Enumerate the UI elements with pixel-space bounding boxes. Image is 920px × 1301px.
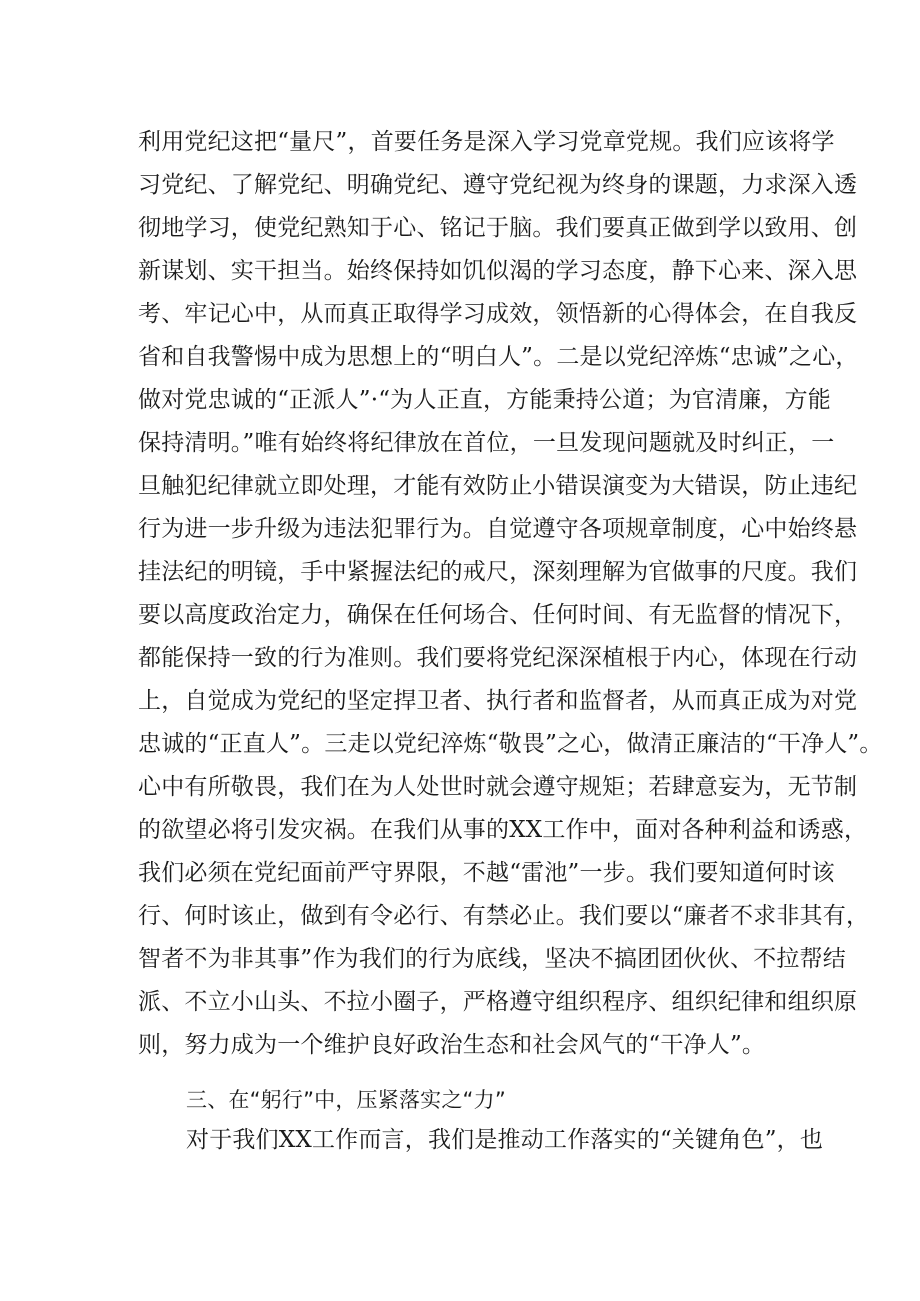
body-line: 要以高度政治定力，确保在任何场合、任何时间、有无监督的情况下，	[138, 602, 858, 628]
body-line: 保持清明。”唯有始终将纪律放在首位，一旦发现问题就及时纠正，一	[138, 430, 835, 456]
section-heading: 三、在“躬行”中，压紧落实之“力”	[186, 1088, 506, 1112]
body-line: 挂法纪的明镜，手中紧握法纪的戒尺，深刻理解为官做事的尺度。我们	[138, 559, 858, 585]
body-line: 派、不立小山头、不拉小圈子，严格遵守组织程序、组织纪律和组织原	[138, 989, 858, 1015]
body-line: 利用党纪这把“量尺”，首要任务是深入学习党章党规。我们应该将学	[138, 129, 835, 155]
body-line: 智者不为非其事”作为我们的行为底线，坚决不搞团团伙伙、不拉帮结	[138, 946, 846, 972]
body-line: 省和自我警惕中成为思想上的“明白人”。二是以党纪淬炼“忠诚”之心，	[138, 344, 859, 370]
body-line: 行为进一步升级为违法犯罪行为。自觉遵守各项规章制度，心中始终悬	[138, 516, 858, 542]
body-line: 都能保持一致的行为准则。我们要将党纪深深植根于内心，体现在行动	[138, 645, 858, 671]
body-line: 行、何时该止，做到有令必行、有禁必止。我们要以“廉者不求非其有，	[138, 903, 870, 929]
body-line: 习党纪、了解党纪、明确党纪、遵守党纪视为终身的课题，力求深入透	[138, 172, 858, 198]
body-line: 彻地学习，使党纪熟知于心、铭记于脑。我们要真正做到学以致用、创	[138, 215, 858, 241]
body-line: 忠诚的“正直人”。三走以党纪淬炼“敬畏”之心，做清正廉洁的“干净人”。	[138, 731, 883, 757]
body-line: 上，自觉成为党纪的坚定捍卫者、执行者和监督者，从而真正成为对党	[138, 688, 858, 714]
body-line: 则，努力成为一个维护良好政治生态和社会风气的“干净人”。	[138, 1032, 766, 1058]
body-line: 做对党忠诚的“正派人”·“为人正直，方能秉持公道；为官清廉，方能	[138, 387, 831, 413]
paragraph-first-line: 对于我们XX工作而言，我们是推动工作落实的“关键角色”，也	[186, 1127, 824, 1153]
body-line: 的欲望必将引发灾祸。在我们从事的XX工作中，面对各种利益和诱惑，	[138, 817, 868, 843]
body-line: 我们必须在党纪面前严守界限，不越“雷池”一步。我们要知道何时该	[138, 860, 835, 886]
body-line: 考、牢记心中，从而真正取得学习成效，领悟新的心得体会，在自我反	[138, 301, 858, 327]
body-line: 心中有所敬畏，我们在为人处世时就会遵守规矩；若肆意妄为，无节制	[138, 774, 858, 800]
body-line: 新谋划、实干担当。始终保持如饥似渴的学习态度，静下心来、深入思	[138, 258, 858, 284]
body-line: 旦触犯纪律就立即处理，才能有效防止小错误演变为大错误，防止违纪	[138, 473, 858, 499]
